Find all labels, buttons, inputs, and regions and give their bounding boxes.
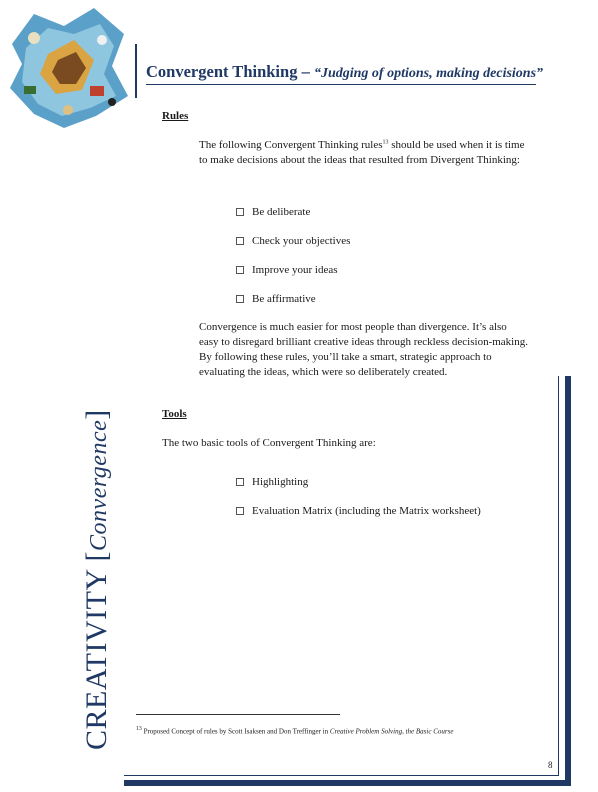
tools-list xyxy=(236,476,481,534)
footnote-divider xyxy=(136,714,340,715)
header-divider-vertical xyxy=(135,44,137,98)
rules-list xyxy=(236,206,350,322)
checkbox-icon xyxy=(236,237,244,245)
checkbox-icon xyxy=(236,507,244,515)
rules-heading: Rules xyxy=(162,110,189,122)
frame-border-right-inner xyxy=(558,376,559,776)
tools-intro: The two basic tools of Convergent Thinking are: xyxy=(162,437,376,449)
list-item: Evaluation Matrix (including the Matrix worksheet) xyxy=(236,505,481,534)
header-divider-horizontal xyxy=(146,84,536,85)
side-title: CREATIVITY [Convergence] xyxy=(80,409,113,750)
list-item: Highlighting xyxy=(236,476,481,505)
footnote: $^{13}$ Proposed Concept of rules by Scott Isaksen and Don Treffinger in Creative Problem Solving, the Basic Course xyxy=(136,726,454,736)
list-item: Be affirmative xyxy=(236,293,350,322)
page-title: Convergent Thinking – “Judging of options, making decisions” xyxy=(146,62,544,81)
checkbox-icon xyxy=(236,266,244,274)
rules-intro: The following Convergent Thinking rules$^{13}$ should be used when it is time to make decisions about the ideas that resulted from Divergent Thinking: xyxy=(199,139,525,166)
frame-border-right xyxy=(565,376,571,786)
checkbox-icon xyxy=(236,208,244,216)
checkbox-icon xyxy=(236,295,244,303)
rules-outro: Convergence is much easier for most people than divergence. It’s also easy to disregard brilliant creative ideas through reckless decision-making. By following these rules, you’ll take a smart, strategic approach to evaluating the ideas, which were so deliberately created. xyxy=(199,321,528,378)
tools-heading: Tools xyxy=(162,408,187,420)
frame-border-bottom xyxy=(124,780,571,786)
list-item: Check your objectives xyxy=(236,235,350,264)
page-number: 8 xyxy=(548,760,553,770)
creativity-collage-logo xyxy=(4,4,132,132)
checkbox-icon xyxy=(236,478,244,486)
frame-border-bottom-inner xyxy=(124,775,559,776)
list-item: Be deliberate xyxy=(236,206,350,235)
list-item: Improve your ideas xyxy=(236,264,350,293)
footnote-ref: 13 xyxy=(382,139,389,146)
